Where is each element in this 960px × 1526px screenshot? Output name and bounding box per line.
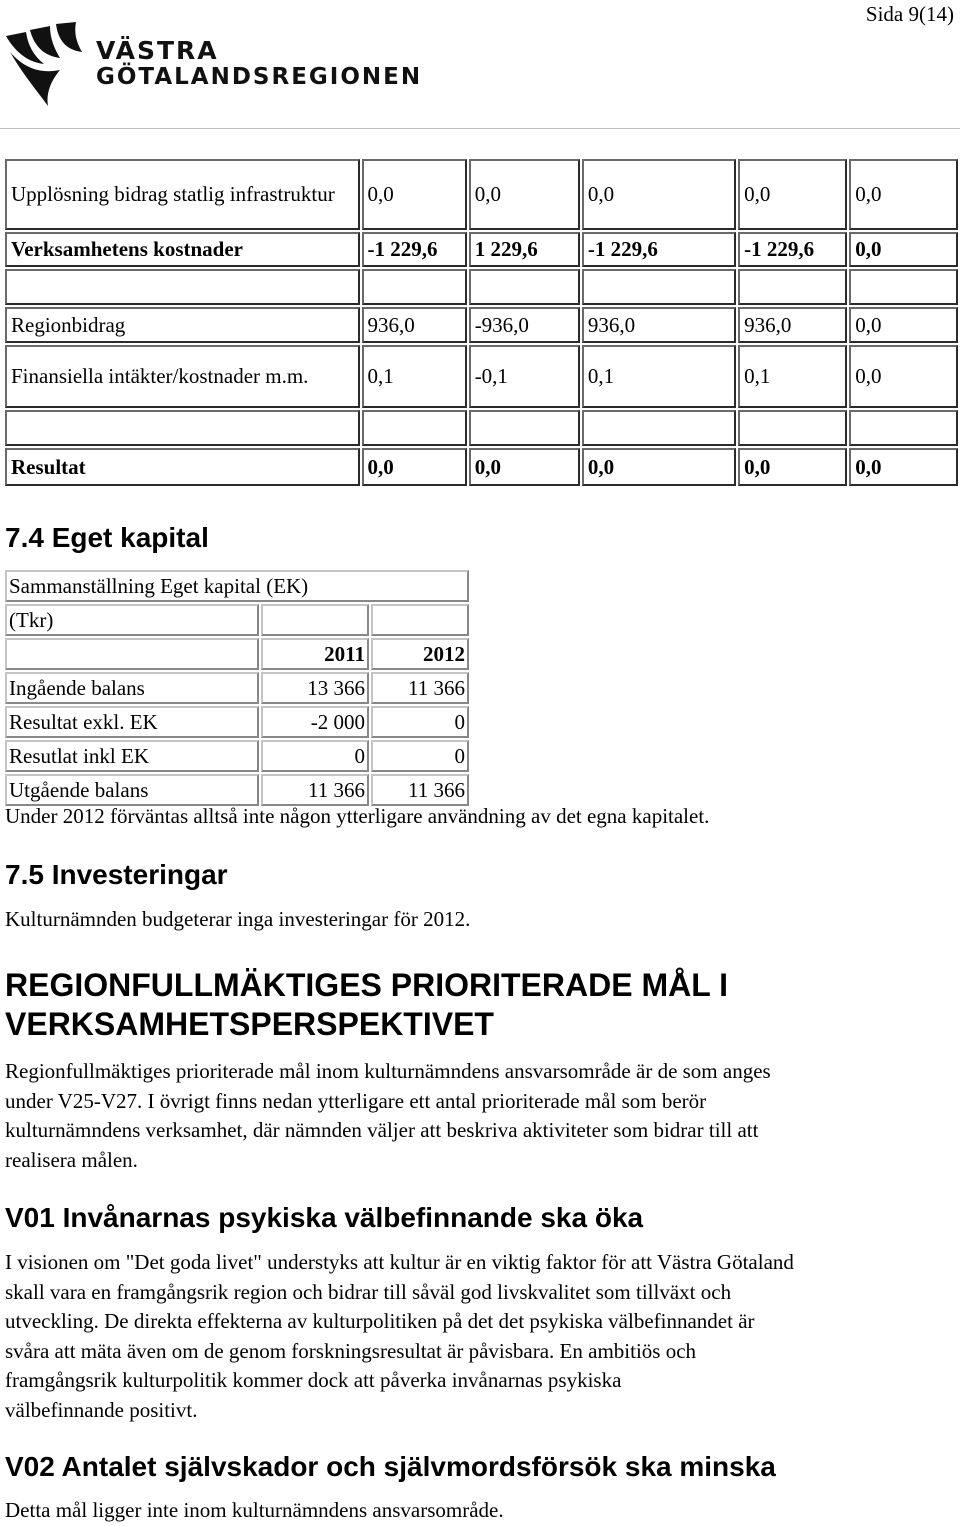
- cell-value: -1 229,6: [738, 232, 847, 267]
- column-header: 2011: [261, 638, 369, 670]
- cell-value: 0,0: [849, 345, 958, 408]
- table-title: Sammanställning Eget kapital (EK): [5, 570, 469, 602]
- text-line: realisera målen.: [5, 1147, 138, 1172]
- cell-value: -1 229,6: [582, 232, 736, 267]
- cell-value: 0,0: [469, 448, 580, 486]
- logo-line-1: VÄSTRA: [96, 36, 219, 65]
- goals-intro: [5, 1057, 771, 1175]
- page-number: Sida 9(14): [865, 2, 954, 26]
- table-row-empty: [5, 269, 958, 305]
- row-label: Verksamhetens kostnader: [5, 232, 360, 267]
- row-label: Resultat: [5, 448, 360, 486]
- cell-value: 0,0: [738, 159, 847, 230]
- cell-value: 0,0: [582, 159, 736, 230]
- cell-value: 11 366: [261, 774, 369, 806]
- table-row: [5, 570, 469, 602]
- cell-value: [582, 269, 736, 305]
- cell-value: [362, 410, 467, 446]
- cell-value: 11 366: [371, 774, 469, 806]
- cell-value: 0,0: [362, 448, 467, 486]
- row-label: Resutlat inkl EK: [5, 740, 259, 772]
- cell-value: 0,0: [738, 448, 847, 486]
- cell-value: [469, 410, 580, 446]
- cell-value: 0: [371, 740, 469, 772]
- finance-table: [3, 157, 960, 488]
- v02-text: Detta mål ligger inte inom kulturnämndens ansvarsområde.: [5, 1498, 504, 1522]
- equity-table: [3, 568, 471, 808]
- cell-value: 13 366: [261, 672, 369, 704]
- text-line: välbefinnande positivt.: [5, 1397, 198, 1422]
- row-label: Utgående balans: [5, 774, 259, 806]
- section-heading-7-4: 7.4 Eget kapital: [5, 522, 209, 553]
- v02-heading: V02 Antalet självskador och självmordsförsök ska minska: [5, 1451, 776, 1482]
- cell-value: [849, 410, 958, 446]
- table-header-row: [5, 638, 469, 670]
- cell-value: 0,1: [738, 345, 847, 408]
- section-heading-7-5: 7.5 Investeringar: [5, 859, 228, 890]
- row-label: Upplösning bidrag statlig infrastruktur: [5, 159, 360, 230]
- cell-value: -2 000: [261, 706, 369, 738]
- header-divider: [0, 128, 960, 129]
- table-unit: (Tkr): [5, 604, 259, 636]
- goals-heading: [5, 966, 728, 1044]
- text-line: I visionen om "Det goda livet" understyks att kultur är en viktig faktor för att Västra Götaland: [5, 1250, 794, 1274]
- logo-line-2: GÖTALANDSREGIONEN: [96, 64, 423, 90]
- table-row: [5, 672, 469, 704]
- cell-value: 0,1: [362, 345, 467, 408]
- table-row: [5, 159, 958, 230]
- cell-value: 0: [371, 706, 469, 738]
- cell-value: 0,0: [362, 159, 467, 230]
- goals-heading-line-1: REGIONFULLMÄKTIGES PRIORITERADE MÅL I: [5, 967, 728, 1003]
- table-row: [5, 604, 469, 636]
- table-row: [5, 740, 469, 772]
- cell-value: 1 229,6: [469, 232, 580, 267]
- cell-value: [371, 604, 469, 636]
- row-label: Ingående balans: [5, 672, 259, 704]
- cell-value: 936,0: [738, 307, 847, 343]
- cell-value: [849, 269, 958, 305]
- text-line: utveckling. De direkta effekterna av kulturpolitiken på det det psykiska välbefinnandet är: [5, 1309, 755, 1333]
- cell-value: 0,0: [849, 232, 958, 267]
- v01-heading: V01 Invånarnas psykiska välbefinnande ska öka: [5, 1202, 644, 1233]
- cell-value: 0,0: [849, 159, 958, 230]
- cell-value: -1 229,6: [362, 232, 467, 267]
- column-header: 2012: [371, 638, 469, 670]
- cell-value: 0,1: [582, 345, 736, 408]
- cell-value: 11 366: [371, 672, 469, 704]
- vgr-logo: [4, 22, 423, 108]
- text-line: skall vara en framgångsrik region och bidrar till såväl god livskvalitet som tillväxt och: [5, 1279, 732, 1304]
- cell-value: [362, 269, 467, 305]
- text-line: framgångsrik kulturpolitik kommer dock att påverka invånarnas psykiska: [5, 1368, 622, 1392]
- cell-value: 936,0: [582, 307, 736, 343]
- investments-text: Kulturnämnden budgeterar inga investeringar för 2012.: [5, 907, 471, 931]
- row-label: Resultat exkl. EK: [5, 706, 259, 738]
- cell-value: -0,1: [469, 345, 580, 408]
- v01-body: [5, 1248, 794, 1425]
- text-line: svåra att mäta även om de genom forskningsresultat är påvisbara. En ambitiös och: [5, 1338, 697, 1363]
- equity-note: Under 2012 förväntas alltså inte någon ytterligare användning av det egna kapitalet.: [5, 804, 710, 828]
- table-row: [5, 307, 958, 343]
- text-line: Regionfullmäktiges prioriterade mål inom kulturnämndens ansvarsområde är de som anges: [5, 1059, 771, 1083]
- cell-value: [738, 410, 847, 446]
- row-label: [5, 269, 360, 305]
- table-row: [5, 448, 958, 486]
- table-row: [5, 232, 958, 267]
- vgr-emblem-icon: [4, 22, 96, 108]
- cell-value: 0: [261, 740, 369, 772]
- text-line: under V25-V27. I övrigt finns nedan ytterligare ett antal prioriterade mål som berör: [5, 1088, 707, 1113]
- row-label: Regionbidrag: [5, 307, 360, 343]
- table-row: [5, 706, 469, 738]
- cell-value: 0,0: [849, 448, 958, 486]
- goals-heading-line-2: VERKSAMHETSPERSPEKTIVET: [5, 1006, 494, 1042]
- cell-value: [469, 269, 580, 305]
- cell-value: 0,0: [469, 159, 580, 230]
- cell-value: [5, 638, 259, 670]
- row-label: Finansiella intäkter/kostnader m.m.: [5, 345, 360, 408]
- cell-value: 0,0: [849, 307, 958, 343]
- row-label: [5, 410, 360, 446]
- cell-value: [738, 269, 847, 305]
- cell-value: [582, 410, 736, 446]
- cell-value: 936,0: [362, 307, 467, 343]
- cell-value: [261, 604, 369, 636]
- table-row: [5, 345, 958, 408]
- table-row-empty: [5, 410, 958, 446]
- cell-value: 0,0: [582, 448, 736, 486]
- text-line: kulturnämndens verksamhet, där nämnden väljer att beskriva aktiviteter som bidrar till att: [5, 1118, 759, 1142]
- cell-value: -936,0: [469, 307, 580, 343]
